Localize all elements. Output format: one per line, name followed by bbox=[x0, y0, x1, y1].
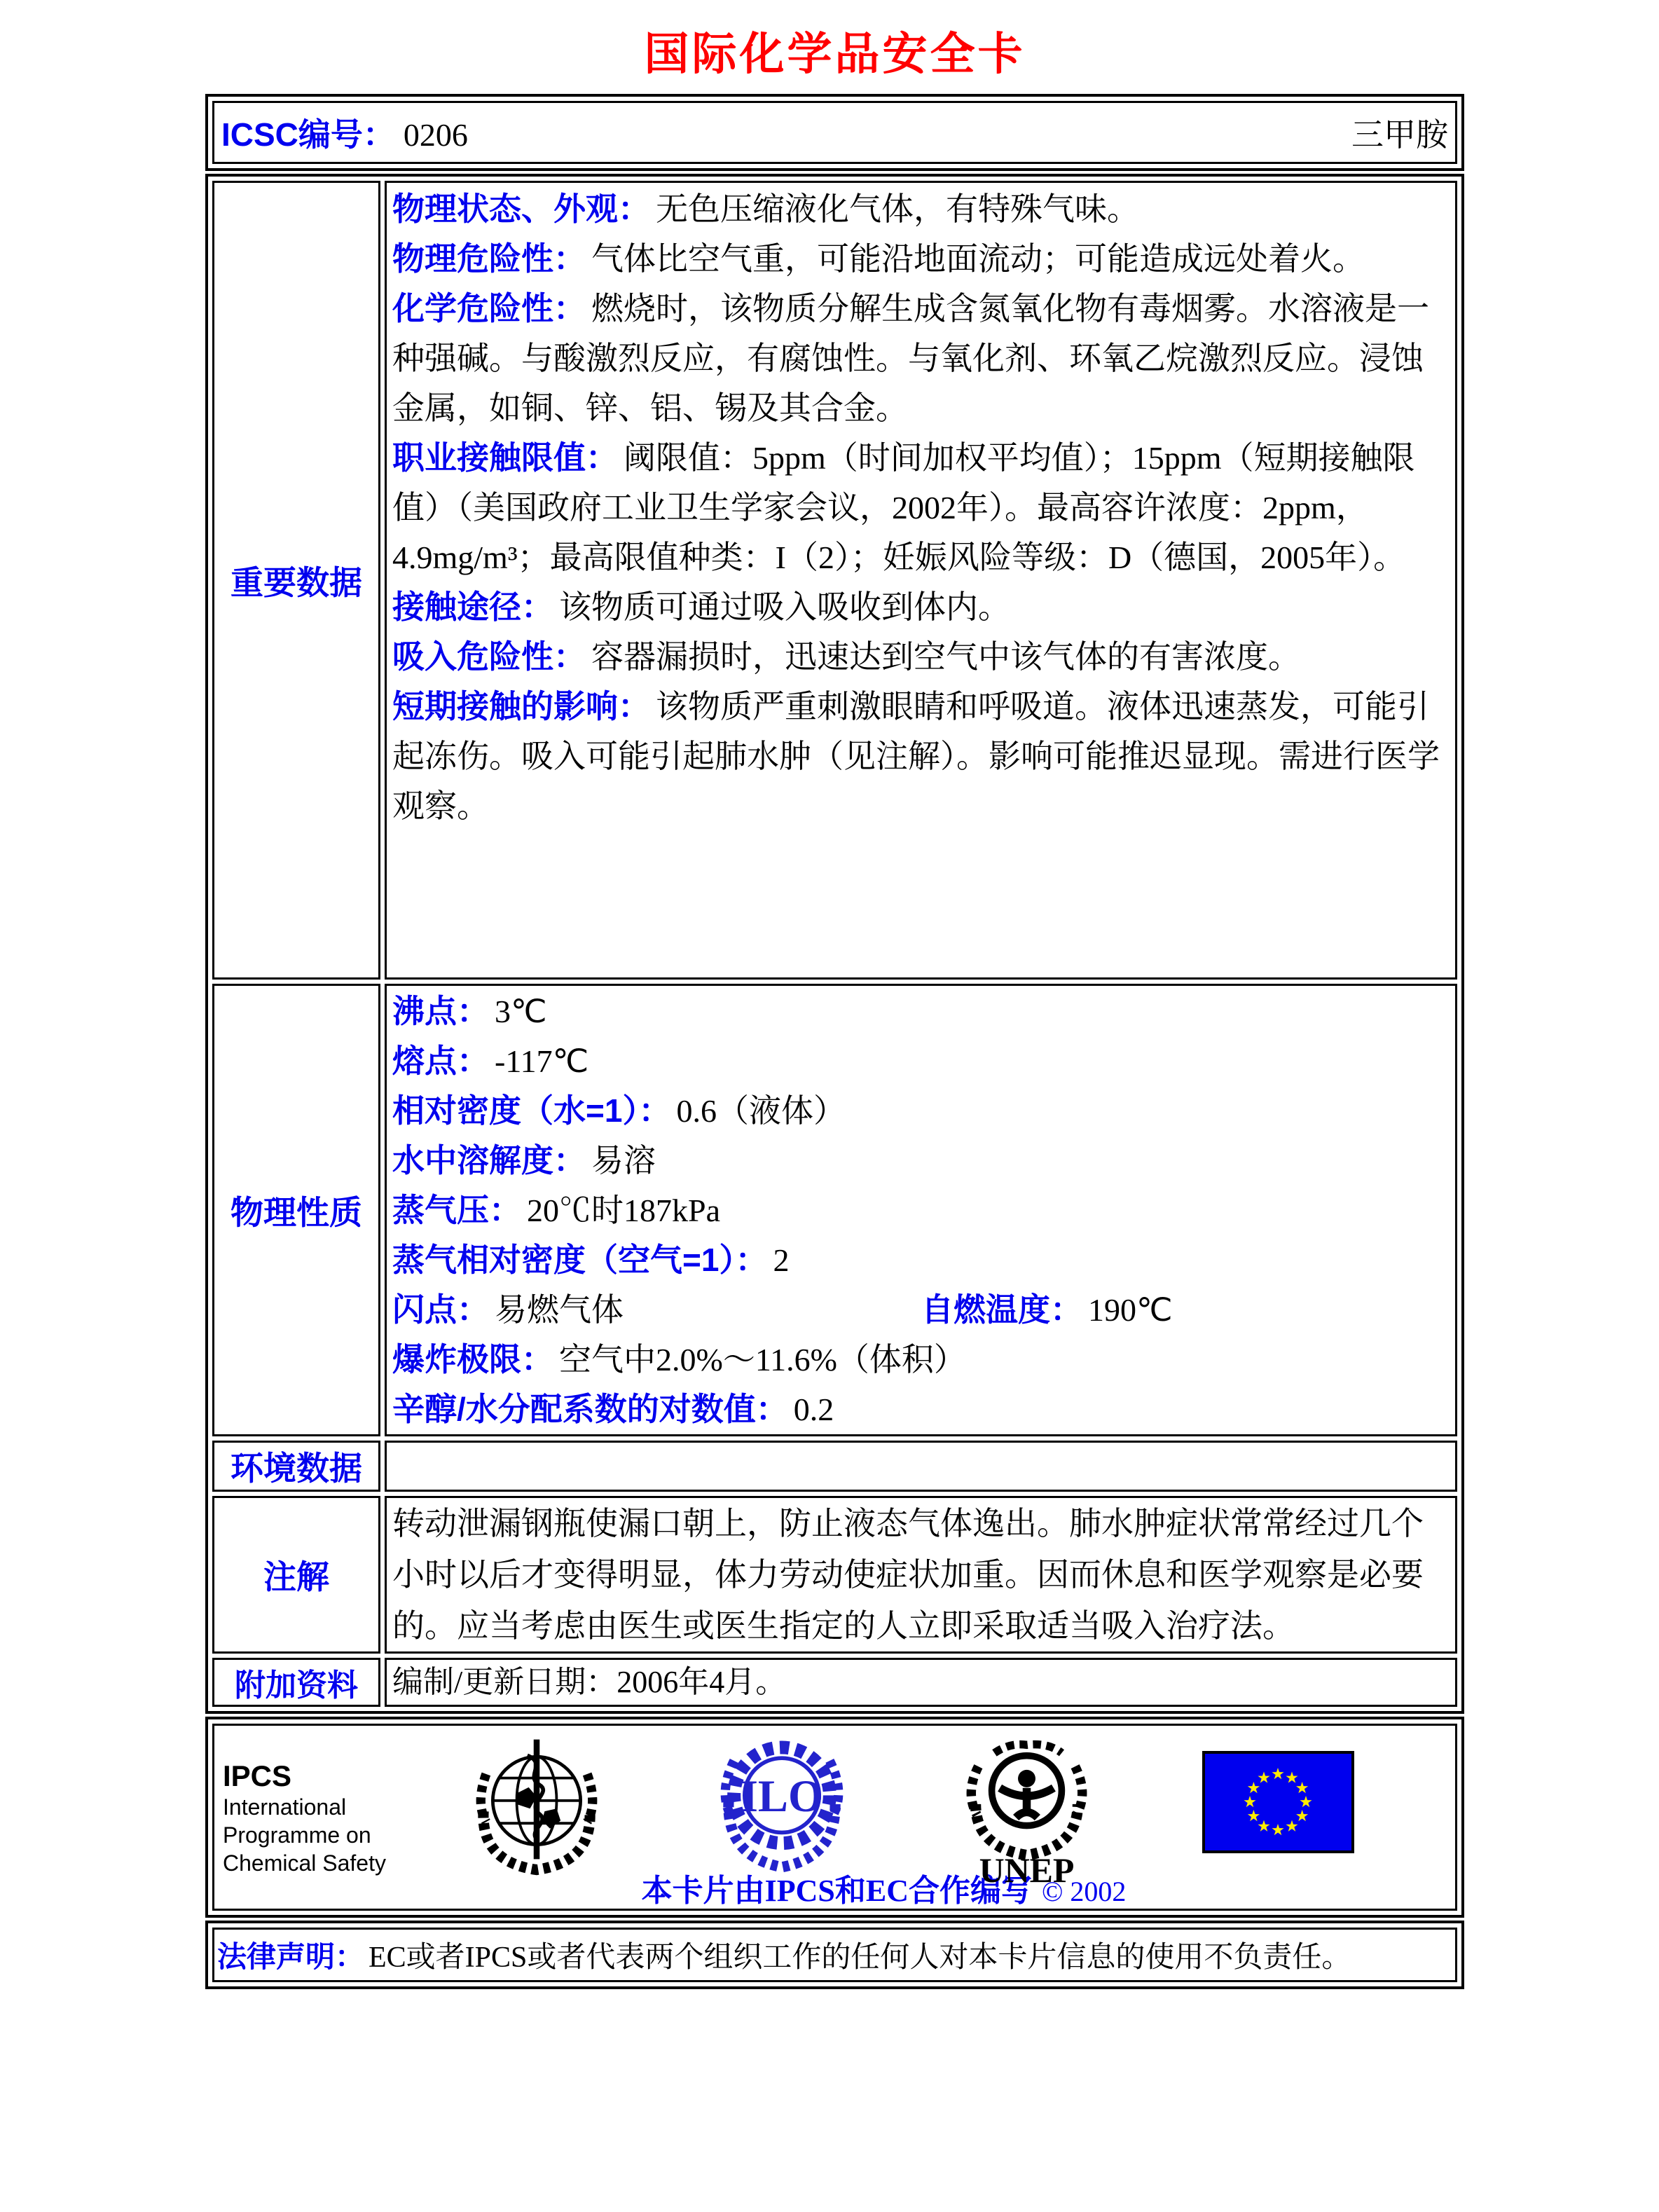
physical-property-row bbox=[392, 1086, 1450, 1136]
physical-property bbox=[392, 1193, 720, 1228]
ilo-letters: ILO bbox=[740, 1771, 824, 1822]
logo-strip bbox=[214, 1726, 1455, 1885]
header-cell bbox=[212, 101, 1457, 164]
field-label: 相对密度（水=1）： bbox=[392, 1092, 671, 1129]
field-value: 易燃气体 bbox=[495, 1291, 624, 1328]
important-data-item bbox=[392, 582, 1450, 632]
field-value: 无色压缩液化气体，有特殊气味。 bbox=[656, 191, 1139, 227]
section-label-physical-properties: 物理性质 bbox=[212, 984, 380, 1436]
field-value: 空气中2.0%～11.6%（体积） bbox=[559, 1341, 966, 1378]
physical-property bbox=[921, 1285, 1173, 1335]
important-data-item bbox=[392, 682, 1450, 831]
field-label: 熔点： bbox=[392, 1042, 489, 1079]
field-label: 自燃温度： bbox=[921, 1291, 1082, 1328]
physical-properties-rows bbox=[392, 987, 1450, 1434]
physical-property bbox=[392, 1093, 846, 1129]
physical-property-row bbox=[392, 1335, 1450, 1385]
unep-letters: UNEP bbox=[979, 1851, 1075, 1885]
field-value: 气体比空气重，可能沿地面流动；可能造成远处着火。 bbox=[591, 241, 1365, 277]
field-label: 辛醇/水分配系数的对数值： bbox=[392, 1390, 788, 1427]
row-physical-properties bbox=[212, 984, 1457, 1436]
physical-property-row bbox=[392, 1235, 1450, 1285]
footer-caption-text: 本卡片由IPCS和EC合作编写 bbox=[641, 1874, 1032, 1908]
field-value: 燃烧时，该物质分解生成含氮氧化物有毒烟雾。水溶液是一种强碱。与酸激烈反应，有腐蚀性。与氧化剂、环氧乙烷激烈反应。浸蚀金属，如铜、锌、铝、锡及其合金。 bbox=[392, 291, 1429, 426]
copyright-text: © 2002 bbox=[1041, 1876, 1127, 1907]
field-label: 闪点： bbox=[392, 1291, 489, 1328]
important-data-item bbox=[392, 284, 1450, 433]
ipcs-text-block bbox=[223, 1759, 386, 1877]
important-data-item bbox=[392, 234, 1450, 284]
row-additional-info bbox=[212, 1658, 1457, 1707]
field-value: 容器漏损时，迅速达到空气中该气体的有害浓度。 bbox=[591, 639, 1300, 675]
physical-property bbox=[392, 1143, 656, 1179]
footer bbox=[205, 1717, 1464, 1918]
footer-cell bbox=[212, 1724, 1457, 1911]
row-important-data bbox=[212, 181, 1457, 980]
environmental-data-content bbox=[385, 1441, 1457, 1492]
physical-property bbox=[392, 994, 547, 1029]
notes-content: 转动泄漏钢瓶使漏口朝上，防止液态气体逸出。肺水肿症状常常经过几个小时以后才变得明显，体力劳动使症状加重。因而休息和医学观察是必要的。应当考虑由医生或医生指定的人立即采取适当吸入治疗法。 bbox=[385, 1496, 1457, 1654]
important-data-items bbox=[392, 184, 1450, 831]
ilo-logo-icon bbox=[715, 1734, 848, 1878]
important-data-content bbox=[385, 181, 1457, 980]
field-value: 0.2 bbox=[793, 1391, 834, 1427]
row-environmental-data bbox=[212, 1441, 1457, 1492]
ipcs-line: Programme on bbox=[223, 1822, 371, 1848]
legal-cell bbox=[212, 1928, 1457, 1982]
field-label: 水中溶解度： bbox=[392, 1141, 586, 1179]
physical-properties-content bbox=[385, 984, 1457, 1436]
field-label: 吸入危险性： bbox=[392, 638, 586, 675]
field-label: 职业接触限值： bbox=[392, 439, 618, 476]
icsc-card bbox=[205, 0, 1464, 1992]
page-title: 国际化学品安全卡 bbox=[644, 29, 1026, 79]
physical-property bbox=[392, 1242, 789, 1278]
section-label-additional-info: 附加资料 bbox=[212, 1658, 380, 1707]
physical-property-row bbox=[392, 1186, 1450, 1235]
field-value: 190℃ bbox=[1088, 1291, 1173, 1328]
unep-logo-icon bbox=[958, 1734, 1095, 1885]
physical-property bbox=[392, 1043, 588, 1079]
field-value: 20℃时187kPa bbox=[527, 1192, 720, 1228]
physical-property bbox=[392, 1342, 966, 1378]
physical-property-row bbox=[392, 1385, 1450, 1434]
field-label: 物理状态、外观： bbox=[392, 191, 650, 227]
field-label: 爆炸极限： bbox=[392, 1340, 553, 1378]
physical-property-row bbox=[392, 1036, 1450, 1086]
physical-property-row bbox=[392, 1285, 1450, 1335]
field-value: -117℃ bbox=[495, 1043, 589, 1079]
footer-caption bbox=[214, 1874, 1455, 1909]
physical-property bbox=[392, 1392, 834, 1427]
chemical-name: 三甲胺 bbox=[1351, 117, 1448, 153]
header-bar bbox=[205, 94, 1464, 171]
section-label-notes: 注解 bbox=[212, 1496, 380, 1654]
field-value: 该物质严重刺激眼睛和呼吸道。液体迅速蒸发，可能引起冻伤。吸入可能引起肺水肿（见注解）。影响可能推迟显现。需进行医学观察。 bbox=[392, 689, 1440, 824]
field-label: 蒸气压： bbox=[392, 1191, 521, 1228]
field-value: 阈限值：5ppm（时间加权平均值）；15ppm（短期接触限值）（美国政府工业卫生学家会议，2002年）。最高容许浓度：2ppm，4.9mg/m³；最高限值种类：I（2）；妊娠风险等级：D（德国，2005年）。 bbox=[392, 440, 1415, 575]
field-label: 沸点： bbox=[392, 992, 489, 1029]
icsc-number-value: 0206 bbox=[403, 117, 468, 153]
important-data-item bbox=[392, 184, 1450, 234]
additional-info-content: 编制/更新日期：2006年4月。 bbox=[385, 1658, 1457, 1707]
main-table bbox=[205, 174, 1464, 1714]
ipcs-line: International bbox=[223, 1794, 347, 1820]
field-label: 物理危险性： bbox=[392, 240, 586, 277]
important-data-item bbox=[392, 632, 1450, 682]
important-data-item bbox=[392, 433, 1450, 582]
physical-property-row bbox=[392, 1136, 1450, 1186]
field-value: 0.6（液体） bbox=[676, 1092, 846, 1129]
field-label: 接触途径： bbox=[392, 589, 553, 625]
field-value: 易溶 bbox=[591, 1142, 656, 1179]
field-value: 该物质可通过吸入吸收到体内。 bbox=[559, 589, 1010, 625]
icsc-number-label: ICSC编号： bbox=[221, 116, 395, 153]
who-logo-icon bbox=[470, 1734, 603, 1878]
eu-flag-icon bbox=[1202, 1751, 1354, 1853]
legal-label: 法律声明： bbox=[217, 1940, 365, 1973]
field-label: 化学危险性： bbox=[392, 290, 586, 327]
legal-notice bbox=[205, 1921, 1464, 1989]
field-label: 蒸气相对密度（空气=1）： bbox=[392, 1241, 768, 1278]
section-label-important-data: 重要数据 bbox=[212, 181, 380, 980]
row-notes bbox=[212, 1496, 1457, 1654]
field-value: 2 bbox=[773, 1242, 790, 1278]
ipcs-title: IPCS bbox=[223, 1759, 292, 1792]
physical-property bbox=[392, 1292, 624, 1328]
physical-property-row bbox=[392, 987, 1450, 1036]
legal-text: EC或者IPCS或者代表两个组织工作的任何人对本卡片信息的使用不负责任。 bbox=[369, 1942, 1351, 1974]
section-label-environmental-data: 环境数据 bbox=[212, 1441, 380, 1492]
ipcs-line: Chemical Safety bbox=[223, 1850, 386, 1876]
field-value: 3℃ bbox=[495, 993, 547, 1029]
field-label: 短期接触的影响： bbox=[392, 688, 650, 724]
